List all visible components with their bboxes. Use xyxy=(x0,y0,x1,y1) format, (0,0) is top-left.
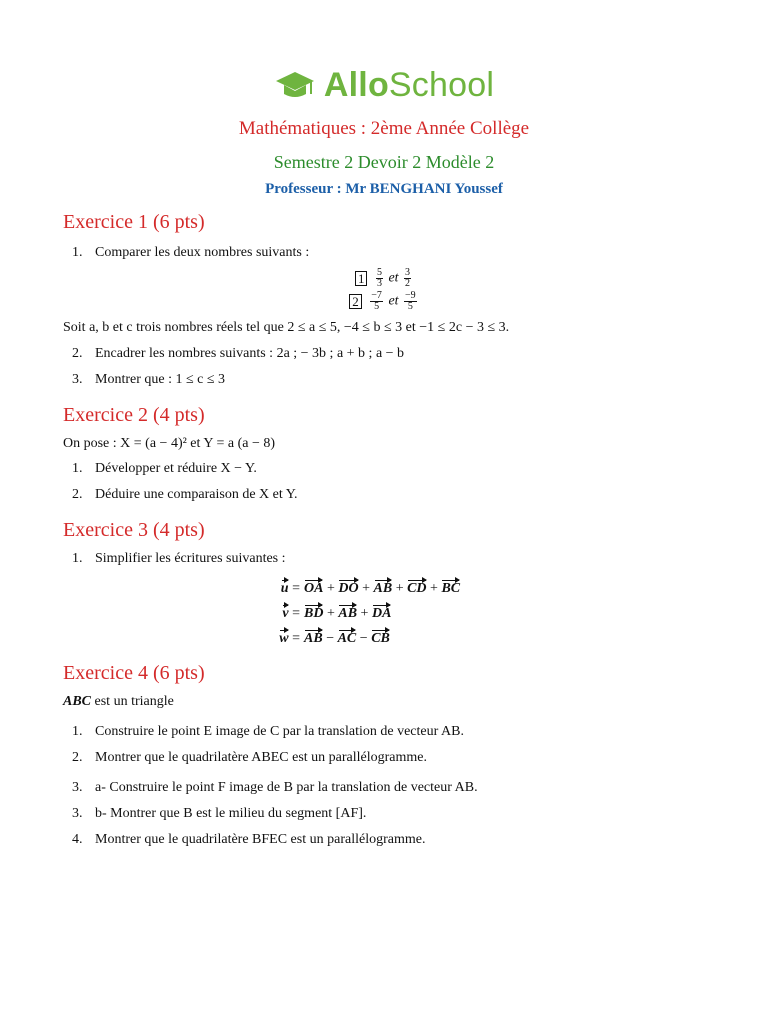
comparison-2: 2 $\frac{-7}{5}$ et $\frac{-9}{5}$ xyxy=(0,291,768,312)
exercise-2-title: Exercice 2 (4 pts) xyxy=(63,404,205,426)
ex2-intro: On pose : X = (a − 4)² et Y = a (a − 8) xyxy=(63,436,276,451)
alloschool-logo xyxy=(0,66,768,105)
equation-w: w = AB − AC − CB xyxy=(279,631,390,646)
ex4-item-1: 1. Construire le point E image de C par la translation de vecteur AB. xyxy=(72,724,464,739)
comparison-1: 1 $\frac{5}{3}$ et $\frac{3}{2}$ xyxy=(0,268,768,289)
ex4-item-3a: 3. a- Construire le point F image de B par la translation de vecteur AB. xyxy=(72,780,478,795)
exercise-3-title: Exercice 3 (4 pts) xyxy=(63,519,205,541)
ex1-hypothesis: Soit a, b et c trois nombres réels tel que 2 ≤ a ≤ 5, −4 ≤ b ≤ 3 et −1 ≤ 2c − 3 ≤ 3. xyxy=(63,320,510,335)
professor-name: Professeur : Mr BENGHANI Youssef xyxy=(265,181,503,197)
ex3-item-1: 1. Simplifier les écritures suivantes : xyxy=(72,551,286,566)
exercise-1-title: Exercice 1 (6 pts) xyxy=(63,211,205,233)
devoir-title: Semestre 2 Devoir 2 Modèle 2 xyxy=(273,152,495,172)
subject-title: Mathématiques : 2ème Année Collège xyxy=(238,118,530,139)
ex2-item-2: 2. Déduire une comparaison de X et Y. xyxy=(72,487,298,502)
ex4-item-4: 4. Montrer que le quadrilatère BFEC est un parallélogramme. xyxy=(72,832,426,847)
graduation-cap-icon xyxy=(274,68,316,104)
exercise-4-title: Exercice 4 (6 pts) xyxy=(63,662,205,684)
equation-u: u = OA + DO + AB + CD + BC xyxy=(280,581,461,596)
ex4-item-3b: 3. b- Montrer que B est le milieu du segment [AF]. xyxy=(72,806,367,821)
ex2-item-1: 1. Développer et réduire X − Y. xyxy=(72,461,257,476)
ex1-item-1: 1. Comparer les deux nombres suivants : xyxy=(72,245,310,260)
ex4-intro: ABC est un triangle xyxy=(63,694,174,709)
ex1-item-3: 3. Montrer que : 1 ≤ c ≤ 3 xyxy=(72,372,226,387)
ex1-item-2: 2. Encadrer les nombres suivants : 2a ; − 3b ; a + b ; a − b xyxy=(72,346,405,361)
logo-text: AlloSchool xyxy=(323,66,495,104)
vector-equations xyxy=(250,572,460,647)
ex4-item-2: 2. Montrer que le quadrilatère ABEC est un parallélogramme. xyxy=(72,750,428,765)
equation-v: v = BD + AB + DA xyxy=(282,606,392,621)
